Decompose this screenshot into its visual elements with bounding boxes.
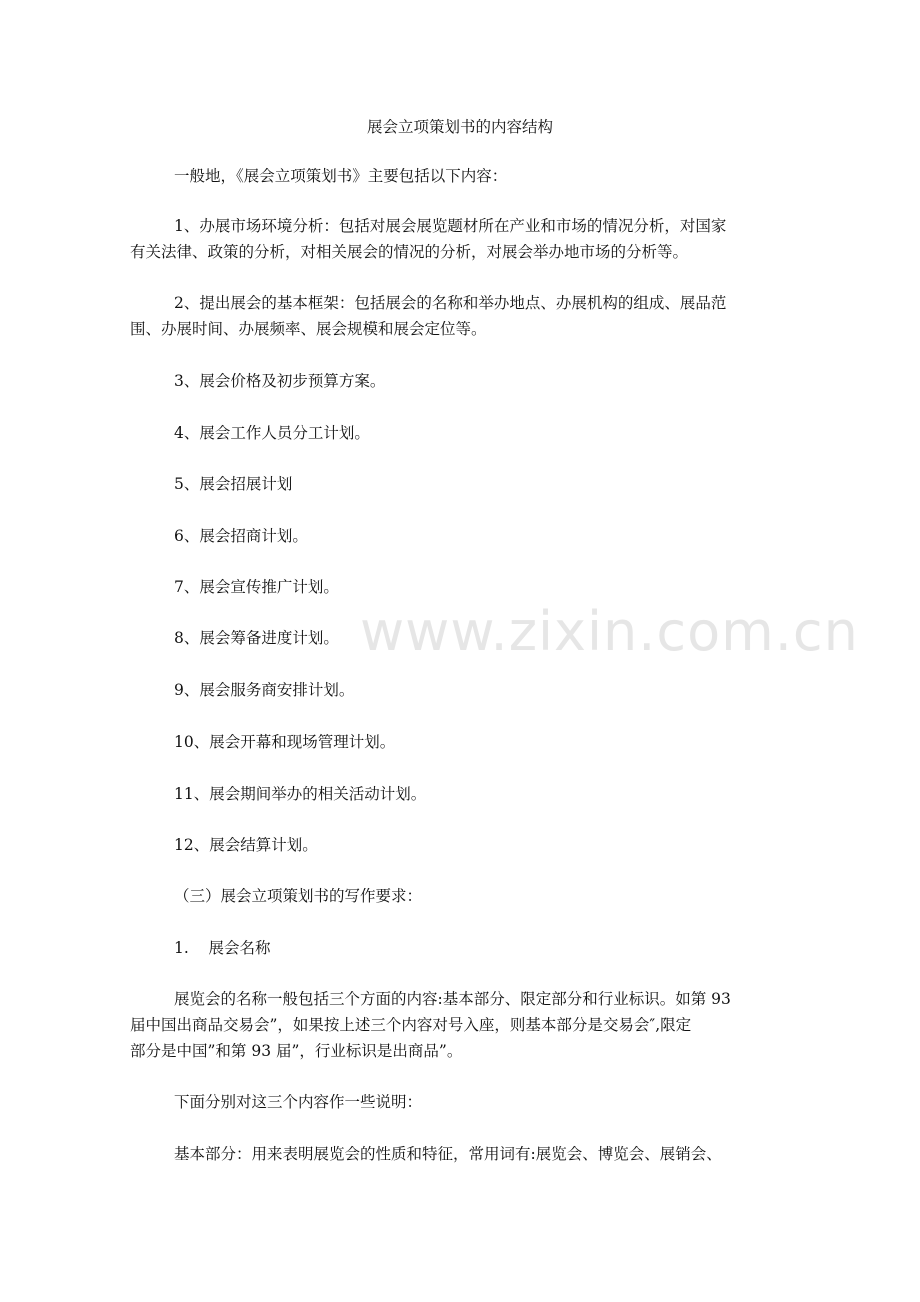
item-11: 11、展会期间举办的相关活动计划。 bbox=[174, 785, 427, 803]
item-1-line-1: 1、办展市场环境分析：包括对展会展览题材所在产业和市场的情况分析，对国家 bbox=[174, 217, 727, 235]
item-8: 8、展会筹备进度计划。 bbox=[174, 629, 339, 647]
intro-paragraph: 一般地，《展会立项策划书》主要包括以下内容： bbox=[174, 167, 508, 185]
para-1-line-2: 届中国出商品交易会”，如果按上述三个内容对号入座，则基本部分是交易会″,限定 bbox=[130, 1016, 692, 1034]
para-1-line-3: 部分是中国”和第 93 届”，行业标识是出商品”。 bbox=[130, 1042, 463, 1060]
item-1-line-2: 有关法律、政策的分析，对相关展会的情况的分析，对展会举办地市场的分析等。 bbox=[130, 243, 689, 261]
item-6: 6、展会招商计划。 bbox=[174, 527, 308, 545]
item-2-line-1: 2、提出展会的基本框架：包括展会的名称和举办地点、办展机构的组成、展品范 bbox=[174, 294, 727, 312]
subsection-1-heading: 1. 展会名称 bbox=[174, 939, 271, 957]
item-10: 10、展会开幕和现场管理计划。 bbox=[174, 733, 396, 751]
item-3: 3、展会价格及初步预算方案。 bbox=[174, 372, 386, 390]
watermark-text: www.zixin.com.cn bbox=[360, 600, 859, 663]
para-1-line-1: 展览会的名称一般包括三个方面的内容:基本部分、限定部分和行业标识。如第 93 bbox=[174, 990, 731, 1008]
item-9: 9、展会服务商安排计划。 bbox=[174, 681, 355, 699]
item-4: 4、展会工作人员分工计划。 bbox=[174, 424, 370, 442]
para-2: 下面分别对这三个内容作一些说明： bbox=[174, 1093, 423, 1111]
item-12: 12、展会结算计划。 bbox=[174, 836, 318, 854]
item-7: 7、展会宣传推广计划。 bbox=[174, 578, 339, 596]
item-5: 5、展会招展计划 bbox=[174, 475, 293, 493]
para-3: 基本部分：用来表明展览会的性质和特征，常用词有:展览会、博览会、展销会、 bbox=[174, 1145, 722, 1163]
document-title: 展会立项策划书的内容结构 bbox=[366, 118, 553, 136]
item-2-line-2: 围、办展时间、办展频率、展会规模和展会定位等。 bbox=[130, 320, 487, 338]
section-3-heading: （三）展会立项策划书的写作要求： bbox=[174, 887, 423, 905]
